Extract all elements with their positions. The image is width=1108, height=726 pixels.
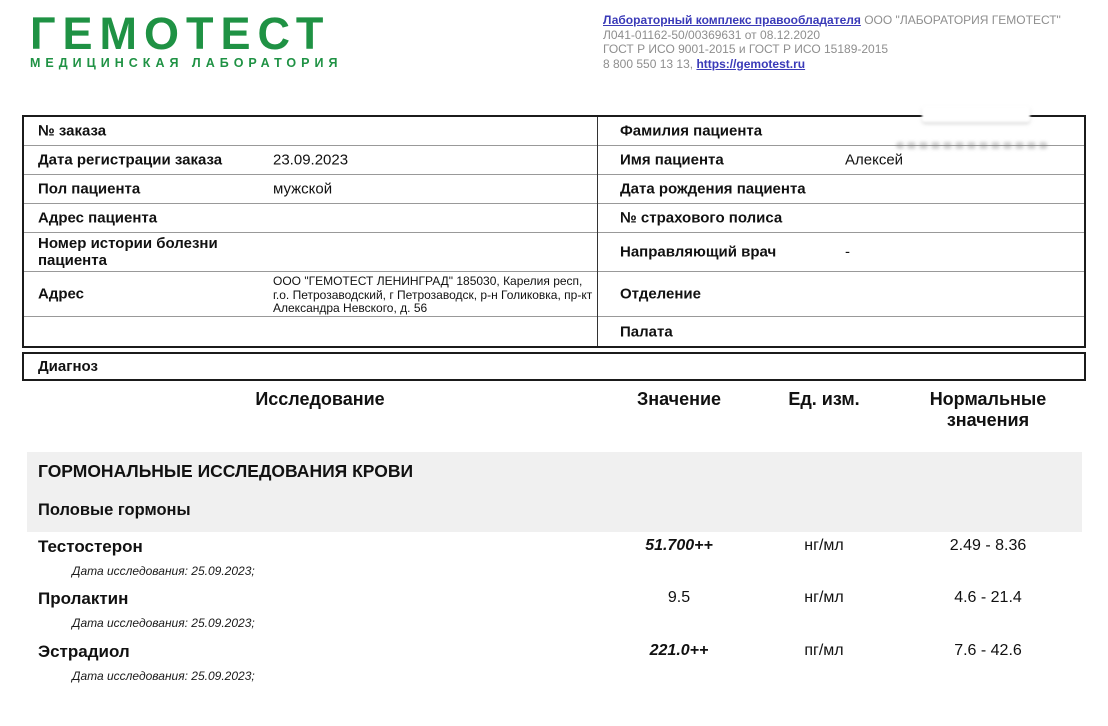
column-header-unit: Ед. изм. (788, 389, 860, 409)
gemotest-logo (30, 8, 343, 70)
info-row-first-name (598, 146, 1084, 175)
result-value: 9.5 (667, 589, 691, 606)
study-date-note: Дата исследования: 25.09.2023; (72, 564, 255, 578)
info-value: - (845, 243, 850, 261)
reference-range: 2.49 - 8.36 (949, 537, 1027, 554)
info-label: Пол пациента (38, 180, 141, 198)
result-row (0, 589, 1108, 611)
info-value: ООО "ГЕМОТЕСТ ЛЕНИНГРАД" 185030, Карелия респ, г.о. Петрозаводский, г Петрозаводск, р-н Голиковка, пр-кт Александра Невского, д. 56 (273, 274, 593, 315)
diagnosis-box (22, 352, 1086, 381)
logo-subtitle: МЕДИЦИНСКАЯ ЛАБОРАТОРИЯ (30, 56, 343, 70)
order-info-left-column (24, 117, 597, 346)
info-label: Номер истории болезни пациента (38, 235, 218, 269)
info-label: Дата регистрации заказа (38, 151, 223, 169)
section-title: ГОРМОНАЛЬНЫЕ ИССЛЕДОВАНИЯ КРОВИ (38, 461, 414, 481)
info-label: Адрес (38, 285, 85, 303)
info-label: Отделение (620, 285, 701, 303)
info-row-registration-date (24, 146, 597, 175)
info-row-referring-doctor (598, 233, 1084, 272)
info-label: Направляющий врач (620, 243, 777, 261)
info-value: 23.09.2023 (273, 151, 349, 169)
subsection-title: Половые гормоны (38, 501, 191, 519)
info-row-order-number (24, 117, 597, 146)
info-row-case-history-number (24, 233, 597, 272)
info-row-birth-date (598, 175, 1084, 204)
info-label: Адрес пациента (38, 209, 158, 227)
license-holder-line (603, 13, 1083, 28)
reference-range: 4.6 - 21.4 (954, 589, 1022, 606)
info-row-ward (598, 317, 1084, 346)
analyte-name: Эстрадиол (38, 642, 130, 661)
result-unit: нг/мл (804, 537, 844, 554)
info-row-lab-address (24, 272, 597, 317)
result-value: 221.0++ (649, 642, 709, 659)
info-label: № страхового полиса (620, 209, 783, 227)
column-header-value: Значение (636, 389, 722, 409)
info-label: № заказа (38, 122, 107, 140)
license-owner: ООО "ЛАБОРАТОРИЯ ГЕМОТЕСТ" (864, 13, 1061, 27)
result-unit: нг/мл (804, 589, 844, 606)
order-info-table (22, 115, 1086, 348)
info-value: Алексей (845, 151, 904, 169)
website-link[interactable]: https://gemotest.ru (696, 56, 806, 71)
analyte-name: Пролактин (38, 589, 129, 608)
study-date-note: Дата исследования: 25.09.2023; (72, 669, 255, 683)
contact-line (603, 57, 1083, 72)
result-value: 51.700++ (645, 537, 713, 554)
analyte-name: Тестостерон (38, 537, 143, 556)
reference-range: 7.6 - 42.6 (954, 642, 1022, 659)
info-label: Дата рождения пациента (620, 180, 806, 198)
order-info-right-column (597, 117, 1084, 346)
license-holder-link[interactable]: Лабораторный комплекс правообладателя (603, 13, 861, 27)
info-row-surname (598, 117, 1084, 146)
info-row-department (598, 272, 1084, 317)
info-row-insurance-number (598, 204, 1084, 233)
license-number: Л041-01162-50/00369631 от 08.12.2020 (603, 27, 821, 42)
phone-number: 8 800 550 13 13, (603, 56, 694, 71)
info-row-sex (24, 175, 597, 204)
study-date-note: Дата исследования: 25.09.2023; (72, 616, 255, 630)
info-value: мужской (273, 180, 333, 198)
info-label: Фамилия пациента (620, 122, 763, 140)
lab-credentials (603, 13, 1083, 71)
column-header-study: Исследование (255, 389, 385, 409)
result-row (0, 642, 1108, 664)
info-row-empty (24, 317, 597, 346)
info-label: Имя пациента (620, 151, 724, 169)
result-unit: пг/мл (804, 642, 844, 659)
column-header-normal: Нормальные значения (929, 389, 1047, 430)
result-row (0, 537, 1108, 559)
logo-title: ГЕМОТЕСТ (30, 8, 331, 59)
info-row-patient-address (24, 204, 597, 233)
info-label: Палата (620, 323, 673, 340)
gost-standards: ГОСТ Р ИСО 9001-2015 и ГОСТ Р ИСО 15189-2015 (603, 42, 889, 56)
diagnosis-label: Диагноз (38, 358, 98, 375)
